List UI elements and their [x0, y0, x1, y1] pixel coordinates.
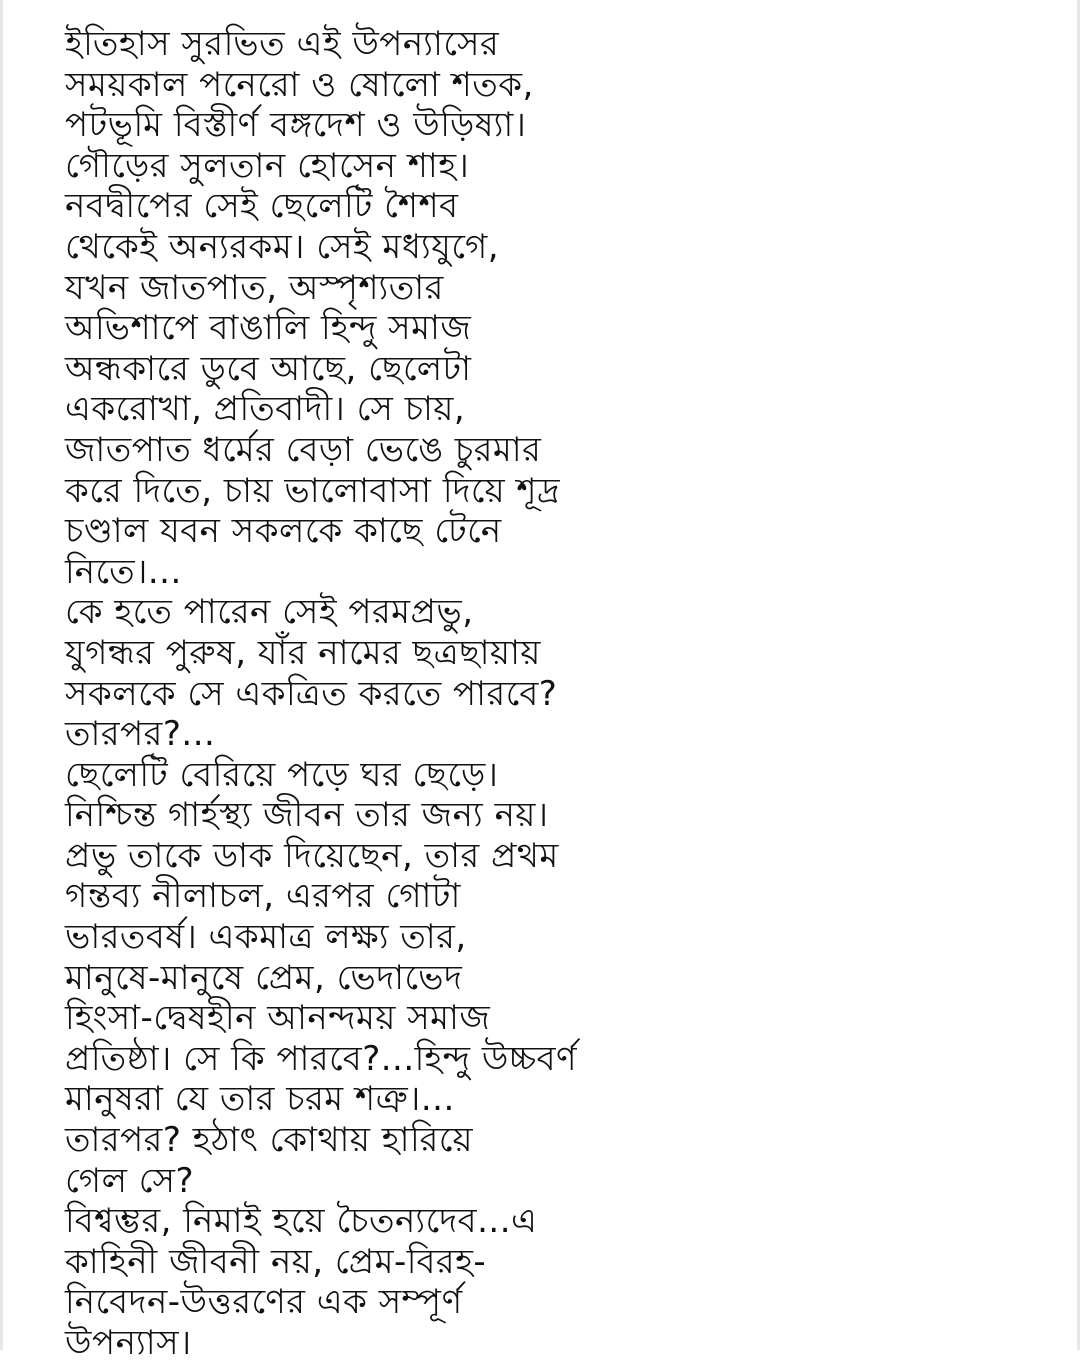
text-line: পটভূমি বিস্তীর্ণ বঙ্গদেশ ও উড়িষ্যা। [65, 105, 527, 146]
text-line: অভিশাপে বাঙালি হিন্দু সমাজ [65, 308, 472, 349]
text-line: গেল সে? [65, 1160, 195, 1201]
text-line: চণ্ডাল যবন সকলকে কাছে টেনে [65, 511, 502, 552]
book-blurb [65, 24, 1055, 1364]
text-line: নিবেদন-উত্তরণের এক সম্পূর্ণ [65, 1282, 463, 1323]
text-line: ছেলেটি বেরিয়ে পড়ে ঘর ছেড়ে। [65, 754, 499, 795]
text-line: প্রভু তাকে ডাক দিয়েছেন, তার প্রথম [65, 835, 559, 876]
text-line: থেকেই অন্যরকম। সেই মধ্যযুগে, [65, 226, 500, 267]
text-line: একরোখা, প্রতিবাদী। সে চায়, [65, 389, 466, 430]
text-line: সকলকে সে একত্রিত করতে পারবে? [65, 673, 558, 714]
text-line: যখন জাতপাত, অস্পৃশ্যতার [65, 267, 444, 308]
text-line: হিংসা-দ্বেষহীন আনন্দময় সমাজ [65, 998, 491, 1039]
text-line: নবদ্বীপের সেই ছেলেটি শৈশব [65, 186, 459, 227]
text-line: গৌড়ের সুলতান হোসেন শাহ। [65, 145, 470, 186]
text-line: করে দিতে, চায় ভালোবাসা দিয়ে শূদ্র [65, 470, 561, 511]
text-line: গন্তব্য নীলাচল, এরপর গোটা [65, 876, 461, 917]
text-line: নিশ্চিন্ত গার্হস্থ্য জীবন তার জন্য নয়। [65, 795, 549, 836]
text-line: মানুষে-মানুষে প্রেম, ভেদাভেদ [65, 957, 463, 998]
text-line: যুগন্ধর পুরুষ, যাঁর নামের ছত্রছায়ায় [65, 632, 541, 673]
text-line: বিশ্বম্ভর, নিমাই হয়ে চৈতন্যদেব...এ [65, 1201, 538, 1242]
text-line: কাহিনী জীবনী নয়, প্রেম-বিরহ- [65, 1241, 487, 1282]
text-line: মানুষরা যে তার চরম শত্রু।... [65, 1079, 455, 1120]
text-line: ভারতবর্ষ। একমাত্র লক্ষ্য তার, [65, 917, 467, 958]
text-line: উপন্যাস। [65, 1323, 192, 1363]
text-line: তারপর? হঠাৎ কোথায় হারিয়ে [65, 1120, 474, 1161]
text-line: প্রতিষ্ঠা। সে কি পারবে?...হিন্দু উচ্চবর্ণ [65, 1038, 578, 1079]
text-line: ইতিহাস সুরভিত এই উপন্যাসের [65, 24, 500, 64]
text-line: নিতে।... [65, 551, 182, 592]
text-line: কে হতে পারেন সেই পরমপ্রভু, [65, 592, 474, 633]
text-line: তারপর?... [65, 714, 216, 755]
text-line: জাতপাত ধর্মের বেড়া ভেঙে চুরমার [65, 429, 542, 470]
text-line: অন্ধকারে ডুবে আছে, ছেলেটা [65, 348, 472, 389]
text-line: সময়কাল পনেরো ও ষোলো শতক, [65, 64, 534, 105]
